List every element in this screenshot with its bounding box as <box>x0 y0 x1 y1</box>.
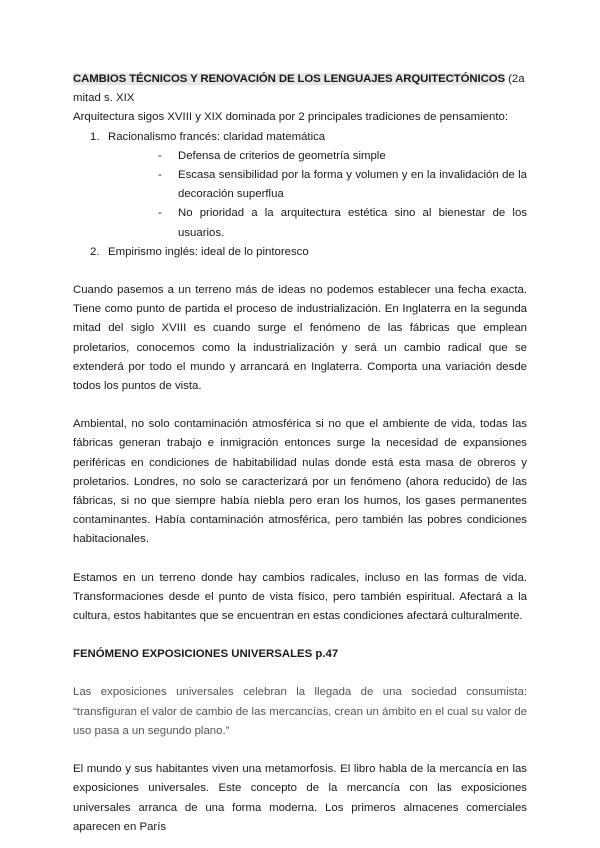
sub-list <box>108 147 527 243</box>
intro-text: Arquitectura sigos XVIII y XIX dominada por 2 principales tradiciones de pensamiento: <box>73 111 508 124</box>
document-page <box>73 70 527 837</box>
spacer <box>73 741 527 760</box>
spacer <box>73 262 527 281</box>
sub-item-text: No prioridad a la arquitectura estética sino al bienestar de los usuarios. <box>178 207 527 239</box>
paragraph-metamorphosis: El mundo y sus habitantes viven una metamorfosis. El libro habla de la mercancía en las exposiciones universales. Este concepto de la mercancía con las exposiciones universales arranca de una forma moderna. Los primeros almacenes comerciales aparecen en París <box>73 763 527 833</box>
list-item-label: Empirismo inglés: ideal de lo pintoresco <box>108 245 309 258</box>
document-title <box>73 70 527 108</box>
paragraph-changes: Estamos en un terreno donde hay cambios radicales, incluso en las formas de vida. Transformaciones desde el punto de vista físico, pero también espiritual. Afectará a la cultura, estos habitantes que se encuentran en estas condiciones afectará culturalmente. <box>73 571 527 623</box>
sub-item-text: Defensa de criterios de geometría simple <box>178 149 386 162</box>
paragraph-industrialization: Cuando pasemos a un terreno más de ideas no podemos establecer una fecha exacta. Tiene como punto de partida el proceso de industrialización. En Inglaterra en la segunda mitad del siglo XVIII es cuando surge el fenómeno de las fábricas que emplean proletarios, conocemos como la industrialización y será un cambio radical que se extenderá por todo el mundo y arrancará en Inglaterra. Comporta una variación desde todos los puntos de vista. <box>73 284 527 393</box>
dash-marker: - <box>158 169 162 182</box>
list-item-2 <box>90 243 527 262</box>
dash-marker: - <box>158 207 162 220</box>
sub-item-text: Escasa sensibilidad por la forma y volumen y en la invalidación de la decoración superflua <box>178 169 527 201</box>
spacer <box>73 626 527 645</box>
paragraph-environment: Ambiental, no solo contaminación atmosférica si no que el ambiente de vida, todas las fábricas generan trabajo e inmigración entonces surge la necesidad de expansiones periféricas en condiciones de habitabilidad nulas donde está esta masa de obreros y proletarios. Londres, no solo se caracterizará por un fenómeno (ahora reducido) de las fábricas, si no que siempre había niebla pero eran los humos, los gases permanentes contaminantes. Había contaminación atmosférica, pero también las pobres condiciones habitacionales. <box>73 418 527 546</box>
quote-paragraph: Las exposiciones universales celebran la llegada de una sociedad consumista: “transfiguran el valor de cambio de las mercancías, crean un ámbito en el cual su valor de uso pasa a un segundo plano.” <box>73 686 527 737</box>
title-rest: (2a mitad s. XIX <box>73 73 525 105</box>
spacer <box>73 550 527 569</box>
list-item-label: Racionalismo francés: claridad matemática <box>108 130 326 143</box>
sub-item <box>158 147 527 166</box>
list-number: 2. <box>90 245 100 258</box>
list-item-1 <box>90 128 527 243</box>
spacer <box>73 664 527 683</box>
sub-item <box>158 166 527 204</box>
dash-marker: - <box>158 149 162 162</box>
sub-item <box>158 204 527 242</box>
title-strong: CAMBIOS TÉCNICOS Y RENOVACIÓN DE LOS LENGUAJES ARQUITECTÓNICOS <box>73 73 505 85</box>
traditions-list <box>73 128 527 262</box>
spacer <box>73 396 527 415</box>
section-heading: FENÓMENO EXPOSICIONES UNIVERSALES p.47 <box>73 648 339 661</box>
list-number: 1. <box>90 130 100 143</box>
